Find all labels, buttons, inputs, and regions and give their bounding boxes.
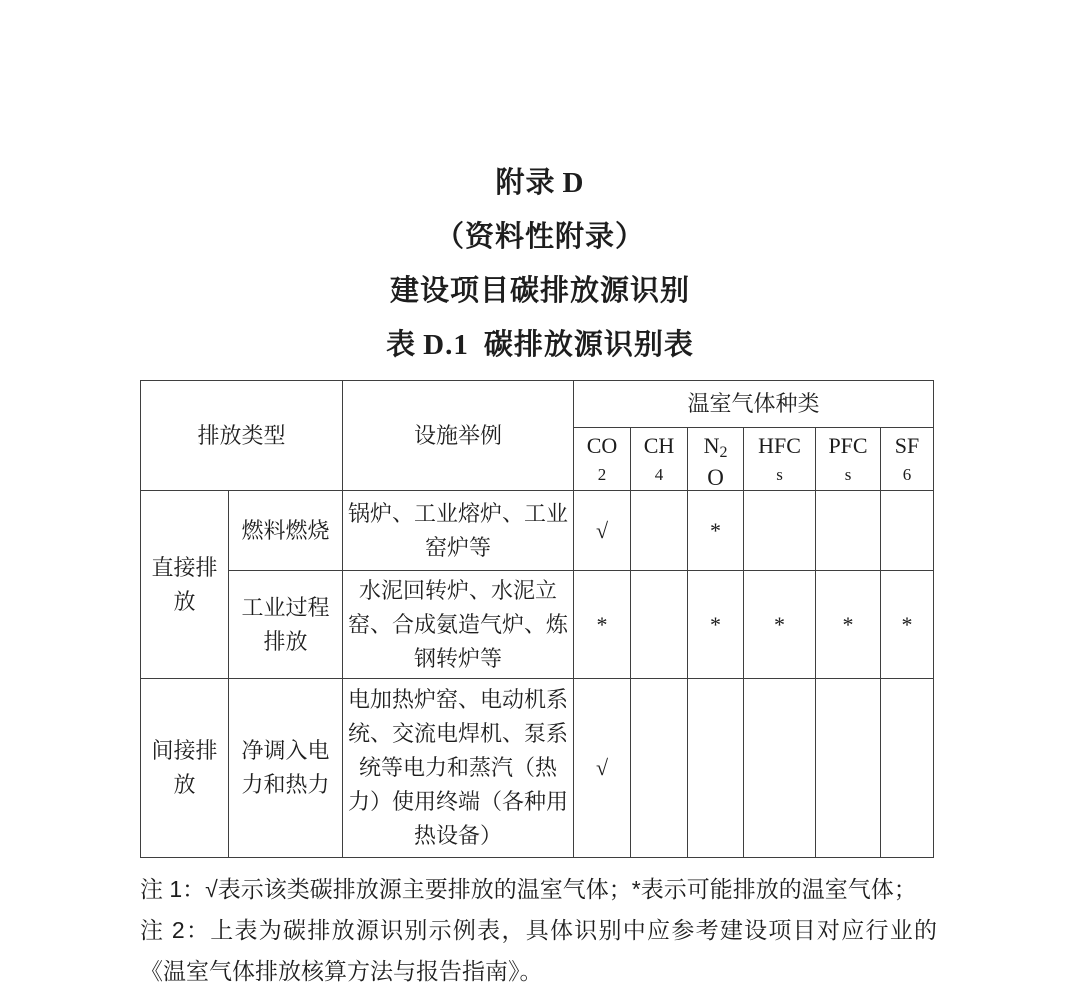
gas-pfcs-main: PFC bbox=[828, 433, 868, 458]
gas-co2-main: CO bbox=[586, 433, 618, 458]
mark-fuel-ch4 bbox=[631, 491, 688, 571]
header-gas-group: 温室气体种类 bbox=[574, 381, 934, 428]
appendix-title-prefix: 附录 bbox=[495, 167, 556, 199]
header-gas-hfcs bbox=[744, 428, 816, 491]
appendix-subtitle: （资料性附录） bbox=[434, 221, 645, 253]
mark-indirect-hfcs bbox=[744, 679, 816, 858]
note-1: 注 1：√表示该类碳排放源主要排放的温室气体；*表示可能排放的温室气体； bbox=[140, 876, 917, 902]
table-row-indirect-emission bbox=[141, 679, 934, 858]
subcategory-industrial-process: 工业过程排放 bbox=[229, 571, 343, 679]
mark-fuel-hfcs bbox=[744, 491, 816, 571]
title-block bbox=[140, 156, 940, 372]
subcategory-fuel-combustion: 燃料燃烧 bbox=[229, 491, 343, 571]
gas-n2o-main: N bbox=[703, 433, 720, 458]
gas-sf6-sub: 6 bbox=[902, 465, 912, 484]
appendix-title-letter: D bbox=[562, 167, 585, 199]
document-page bbox=[140, 0, 940, 992]
gas-pfcs-sub: s bbox=[844, 465, 852, 484]
category-indirect-emission: 间接排放 bbox=[141, 679, 229, 858]
header-gas-pfcs bbox=[816, 428, 881, 491]
note-2: 注 2：上表为碳排放源识别示例表，具体识别中应参考建设项目对应行业的《温室气体排放核算方法与报告指南》。 bbox=[140, 917, 937, 984]
subcategory-net-electricity-heat: 净调入电力和热力 bbox=[229, 679, 343, 858]
table-caption-prefix: 表 bbox=[386, 329, 417, 361]
gas-hfcs-main: HFC bbox=[758, 433, 801, 458]
mark-indirect-co2: √ bbox=[574, 679, 631, 858]
gas-co2-sub: 2 bbox=[597, 465, 607, 484]
facilities-net-electricity-heat: 电加热炉窑、电动机系统、交流电焊机、泵系统等电力和蒸汽（热力）使用终端（各种用热设备） bbox=[343, 679, 574, 858]
header-emission-type: 排放类型 bbox=[141, 381, 343, 491]
mark-indirect-n2o bbox=[688, 679, 744, 858]
appendix-title bbox=[140, 156, 940, 210]
gas-n2o-sub: O bbox=[707, 465, 724, 490]
header-gas-sf6 bbox=[881, 428, 934, 491]
gas-ch4-main: CH bbox=[643, 433, 675, 458]
mark-process-n2o: * bbox=[688, 571, 744, 679]
gas-n2o-topsub: 2 bbox=[719, 444, 728, 461]
gas-hfcs-sub: s bbox=[776, 465, 783, 484]
mark-process-co2: * bbox=[574, 571, 631, 679]
header-gas-co2 bbox=[574, 428, 631, 491]
table-caption-text: 碳排放源识别表 bbox=[483, 329, 694, 361]
header-gas-ch4 bbox=[631, 428, 688, 491]
emission-source-table bbox=[140, 380, 934, 858]
header-gas-n2o bbox=[688, 428, 744, 491]
mark-fuel-pfcs bbox=[816, 491, 881, 571]
gas-ch4-sub: 4 bbox=[654, 465, 664, 484]
mark-indirect-pfcs bbox=[816, 679, 881, 858]
mark-indirect-sf6 bbox=[881, 679, 934, 858]
header-facility-examples: 设施举例 bbox=[343, 381, 574, 491]
table-row-industrial-process bbox=[141, 571, 934, 679]
mark-fuel-co2: √ bbox=[574, 491, 631, 571]
mark-process-sf6: * bbox=[881, 571, 934, 679]
mark-process-pfcs: * bbox=[816, 571, 881, 679]
table-notes bbox=[140, 869, 937, 992]
mark-process-ch4 bbox=[631, 571, 688, 679]
header-row-group bbox=[141, 381, 934, 428]
facilities-industrial-process: 水泥回转炉、水泥立窑、合成氨造气炉、炼钢转炉等 bbox=[343, 571, 574, 679]
document-heading: 建设项目碳排放源识别 bbox=[389, 275, 690, 307]
mark-indirect-ch4 bbox=[631, 679, 688, 858]
table-caption-number: D.1 bbox=[423, 329, 469, 361]
facilities-fuel-combustion: 锅炉、工业熔炉、工业窑炉等 bbox=[343, 491, 574, 571]
gas-sf6-main: SF bbox=[894, 433, 920, 458]
mark-fuel-sf6 bbox=[881, 491, 934, 571]
category-direct-emission: 直接排放 bbox=[141, 491, 229, 679]
table-row-fuel-combustion bbox=[141, 491, 934, 571]
table-caption bbox=[140, 318, 940, 372]
mark-fuel-n2o: * bbox=[688, 491, 744, 571]
mark-process-hfcs: * bbox=[744, 571, 816, 679]
